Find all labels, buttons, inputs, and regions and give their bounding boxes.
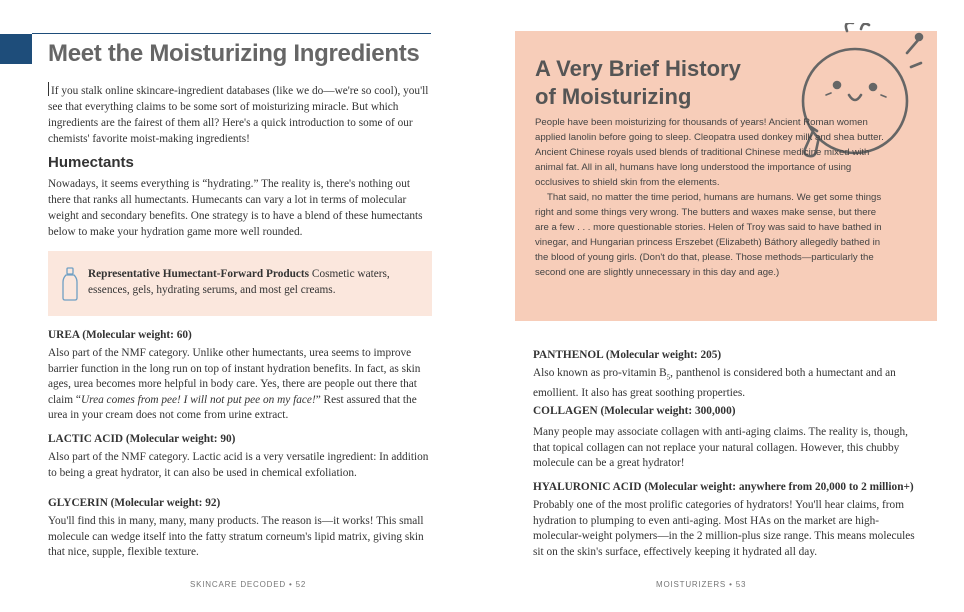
history-title: A Very Brief History of Moisturizing bbox=[535, 56, 741, 109]
left-page-footer: SKINCARE DECODED • 52 bbox=[190, 580, 307, 589]
intro-paragraph bbox=[48, 82, 432, 147]
ingredient-heading: LACTIC ACID (Molecular weight: 90) bbox=[48, 433, 236, 445]
callout-text bbox=[88, 266, 418, 298]
bottle-icon bbox=[62, 267, 78, 301]
history-text bbox=[535, 115, 885, 280]
drop-cap-bar bbox=[48, 82, 49, 96]
humectants-paragraph: Nowadays, it seems everything is “hydrating.” The reality is, there's nothing out there that ranks all humectants. Humecants can vary a lot in terms of molecular weight and secondary benefits. One strategy is to have a blend of these humectants below to make your hydration game more well rounded. bbox=[48, 178, 423, 238]
ingredient-urea bbox=[48, 328, 432, 424]
panthenol-subscript: 5 bbox=[666, 373, 671, 382]
ingredient-text: You'll find this in many, many, many products. The reason is—it works! This small molecule can wedge itself into the fatty stratum corneum's lipid matrix, giving skin that nice, supple, flexible texture. bbox=[48, 515, 424, 559]
callout-bold: Representative Humectant-Forward Products bbox=[88, 268, 310, 280]
ingredient-text bbox=[533, 366, 917, 401]
ingredient-text: Many people may associate collagen with anti-aging claims. The reality is, though, that topical collagen can not replace your natural collagen. However, this chubby molecule can be a great hydrator! bbox=[533, 426, 908, 470]
urea-text-a: Also part of the NMF category. Unlike other humectants, urea seems to improve barrier function in the long run on top of instant hydration benefits. In fact, as skin ages, urea becomes more helpful in body care. Yes, there are people out there that claim “ bbox=[48, 347, 421, 406]
ingredient-heading: HYALURONIC ACID (Molecular weight: anywhere from 20,000 to 2 million+) bbox=[533, 481, 914, 493]
ingredient-text: Probably one of the most prolific categories of hydrators! You'll hear claims, from hydration to plumping to even anti-aging. Most HAs on the market are high-molecular-weight polymers—in the 2 million-plus size range. This means molecules sit on the skin's surface, effectively keeping it hydrated all day. bbox=[533, 499, 915, 558]
ingredient-heading: GLYCERIN (Molecular weight: 92) bbox=[48, 497, 221, 509]
ingredient-collagen bbox=[533, 404, 917, 472]
ingredient-text bbox=[48, 346, 432, 424]
callout-body: Cosmetic waters, essences, gels, hydrating serums, and most gel creams. bbox=[88, 268, 390, 296]
page-title: Meet the Moisturizing Ingredients bbox=[48, 40, 420, 67]
panthenol-text-a: Also known as pro-vitamin B bbox=[533, 367, 667, 379]
title-rule bbox=[32, 33, 431, 34]
humectants-heading: Humectants bbox=[48, 154, 134, 171]
panthenol-text-b: , panthenol is considered both a humectant and an emollient. It also has great soothing properties. bbox=[533, 367, 896, 399]
ingredient-heading: UREA (Molecular weight: 60) bbox=[48, 329, 192, 341]
ingredient-panthenol bbox=[533, 348, 917, 401]
ingredient-heading: PANTHENOL (Molecular weight: 205) bbox=[533, 349, 722, 361]
products-callout bbox=[48, 251, 432, 316]
ingredient-glycerin bbox=[48, 496, 432, 561]
history-para-2: That said, no matter the time period, humans are humans. We get some things right and some things very wrong. The butters and waxes make sense, but there are a few . . . more questionable stories. Helen of Troy was said to have bathed in vinegar, and Hungarian princess Erszebet (Elizabeth) Báthory allegedly bathed in the blood of young girls. (Don't do that, please. Those methods—particularly the second one are slightly unnecessary in this day and age.) bbox=[535, 192, 882, 278]
urea-text-b: ” Rest assured that the urea in your cream does not come from urine extract. bbox=[48, 393, 417, 422]
intro-initial: I bbox=[51, 85, 55, 97]
ingredient-lactic-acid bbox=[48, 432, 432, 481]
intro-text: f you stalk online skincare-ingredient databases (like we do—we're so cool), you'll see that everything claims to be some sort of moisturizing miracle. But which ingredients are the fairest of them all? Here's a quick introduction to some of our chemists' favorite moist-making ingredients! bbox=[48, 85, 429, 145]
ingredient-hyaluronic-acid bbox=[533, 480, 917, 560]
history-sidebar bbox=[515, 31, 937, 321]
history-para-1: People have been moisturizing for thousands of years! Ancient Roman women applied lanolin before going to sleep. Cleopatra used donkey milk and shea butter. Ancient Chinese royals used blends of traditional Chinese medicine mixed with animal fat. All in all, humans have long understood the importance of using occlusives to shield skin from the elements. bbox=[535, 117, 884, 188]
ingredient-heading: COLLAGEN (Molecular weight: 300,000) bbox=[533, 405, 736, 417]
right-page-footer: MOISTURIZERS • 53 bbox=[656, 580, 747, 589]
urea-quote: Urea comes from pee! I will not put pee on my face! bbox=[80, 393, 316, 406]
section-tab-marker bbox=[0, 34, 32, 64]
ingredient-text: Also part of the NMF category. Lactic acid is a very versatile ingredient: In addition to being a great hydrator, it can also be used in chemical exfoliation. bbox=[48, 451, 429, 479]
